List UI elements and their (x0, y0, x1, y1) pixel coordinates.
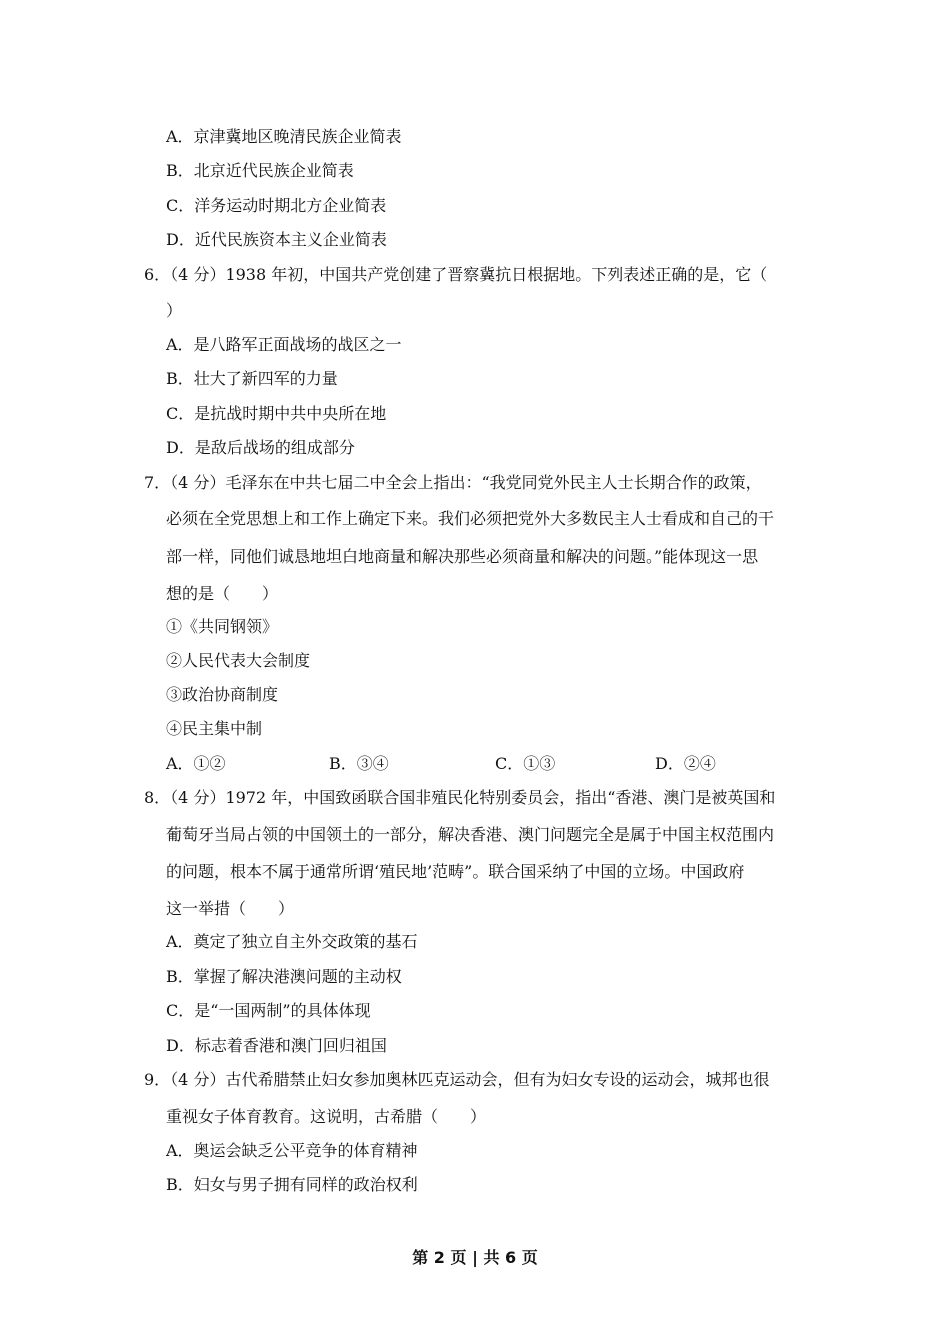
q7-item-2: ②人民代表大会制度 (166, 651, 311, 670)
q8-option-b: B．掌握了解决港澳问题的主动权 (166, 967, 402, 986)
q6-option-c: C．是抗战时期中共中央所在地 (166, 404, 387, 423)
q7-stem-line-1: 7．（4 分）毛泽东在中共七届二中全会上指出：“我党同党外民主人士长期合作的政策， (144, 473, 762, 492)
q6-option-d: D．是敌后战场的组成部分 (166, 438, 355, 457)
q8-option-d: D．标志着香港和澳门回归祖国 (166, 1036, 387, 1055)
q8-stem-line-2: 葡萄牙当局占领的中国领土的一部分，解决香港、澳门问题完全是属于中国主权范围内 (166, 825, 775, 844)
q8-stem-line-3: 的问题，根本不属于通常所谓‘殖民地’范畴”。联合国采纳了中国的立场。中国政府 (166, 862, 745, 881)
q7-item-3: ③政治协商制度 (166, 685, 279, 704)
q5-option-a: A．京津冀地区晚清民族企业简表 (166, 127, 402, 146)
q6-option-b: B．壮大了新四军的力量 (166, 369, 338, 388)
q7-stem-line-4: 想的是（ ） (166, 584, 279, 603)
q6-stem-line-2: ） (166, 301, 183, 320)
q9-option-b: B．妇女与男子拥有同样的政治权利 (166, 1175, 418, 1194)
q8-stem-line-4: 这一举措（ ） (166, 899, 295, 918)
q9-option-a: A．奥运会缺乏公平竞争的体育精神 (166, 1141, 418, 1160)
q8-option-a: A．奠定了独立自主外交政策的基石 (166, 932, 418, 951)
q6-stem-line-1: 6．（4 分）1938 年初，中国共产党创建了晋察冀抗日根据地。下列表述正确的是，它（ (144, 265, 768, 284)
q5-option-d: D．近代民族资本主义企业简表 (166, 230, 387, 249)
q7-stem-line-3: 部一样，同他们诚恳地坦白地商量和解决那些必须商量和解决的问题。”能体现这一思 (166, 547, 759, 566)
q9-stem-line-2: 重视女子体育教育。这说明，古希腊（ ） (166, 1107, 487, 1126)
page-number-footer: 第 2 页 | 共 6 页 (412, 1248, 538, 1267)
q8-stem-line-1: 8．（4 分）1972 年，中国致函联合国非殖民化特别委员会，指出“香港、澳门是被英国和 (144, 788, 776, 807)
q5-option-b: B．北京近代民族企业简表 (166, 161, 354, 180)
q7-item-4: ④民主集中制 (166, 719, 263, 738)
q9-stem-line-1: 9．（4 分）古代希腊禁止妇女参加奥林匹克运动会，但有为妇女专设的运动会，城邦也很 (144, 1070, 770, 1089)
q7-item-1: ①《共同钢领》 (166, 617, 279, 636)
q6-option-a: A．是八路军正面战场的战区之一 (166, 335, 402, 354)
q7-option-a: A．①② (166, 754, 226, 773)
q7-stem-line-2: 必须在全党思想上和工作上确定下来。我们必须把党外大多数民主人士看成和自己的干 (166, 509, 775, 528)
q7-option-b: B．③④ (329, 754, 389, 773)
q7-option-c: C．①③ (495, 754, 556, 773)
q7-option-d: D．②④ (655, 754, 716, 773)
q8-option-c: C．是“一国两制”的具体体现 (166, 1001, 371, 1020)
q5-option-c: C．洋务运动时期北方企业简表 (166, 196, 387, 215)
